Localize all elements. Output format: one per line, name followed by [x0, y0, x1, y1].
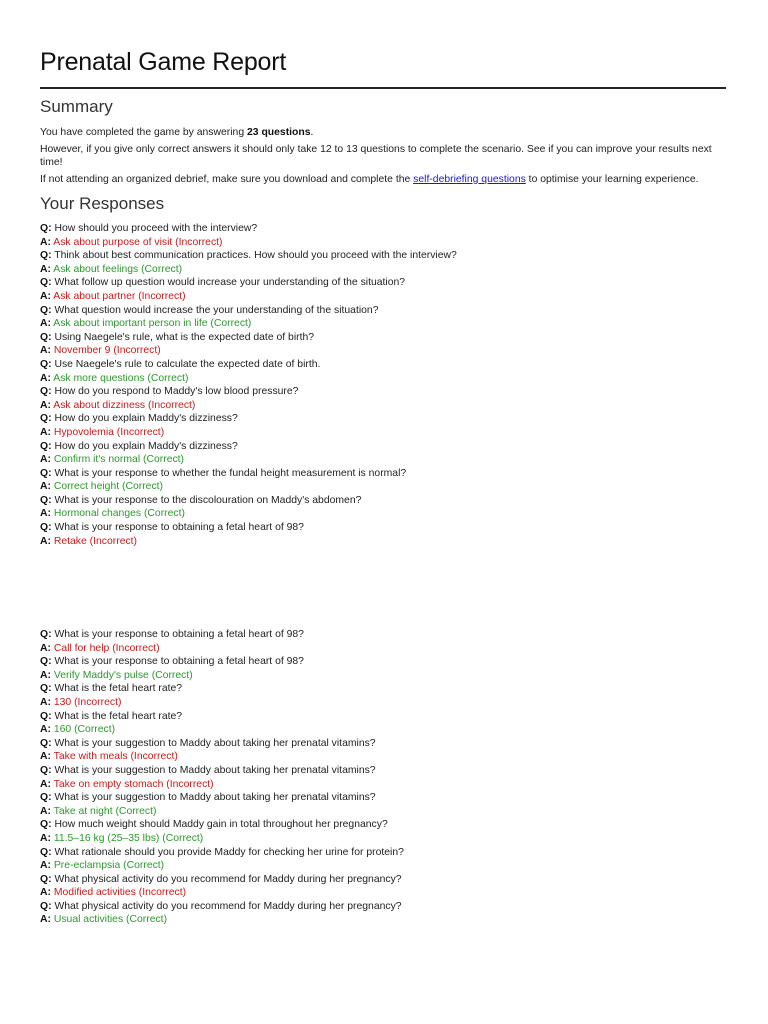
- a-prefix: A:: [40, 642, 51, 654]
- a-prefix: A:: [40, 481, 51, 493]
- q-prefix: Q:: [40, 467, 52, 479]
- a-prefix: A:: [40, 345, 51, 357]
- q-prefix: Q:: [40, 873, 52, 885]
- answer-correct: Ask more questions (Correct): [53, 372, 189, 384]
- q-prefix: Q:: [40, 494, 52, 506]
- question-line: [40, 440, 726, 454]
- a-prefix: A:: [40, 372, 51, 384]
- q-prefix: Q:: [40, 710, 52, 722]
- answer-correct: Verify Maddy's pulse (Correct): [53, 669, 193, 681]
- q-prefix: Q:: [40, 900, 52, 912]
- a-prefix: A:: [40, 508, 51, 520]
- answer-line: [40, 805, 726, 819]
- question-text: What is the fetal heart rate?: [54, 683, 183, 695]
- a-prefix: A:: [40, 399, 51, 411]
- question-text: What is your response to obtaining a fetal heart of 98?: [54, 656, 304, 668]
- q-prefix: Q:: [40, 277, 52, 289]
- answer-incorrect: Ask about dizziness (Incorrect): [53, 399, 196, 411]
- answer-incorrect: Ask about partner (Incorrect): [53, 290, 186, 302]
- question-line: [40, 655, 726, 669]
- answer-line: [40, 750, 726, 764]
- q-prefix: Q:: [40, 792, 52, 804]
- q-prefix: Q:: [40, 250, 52, 262]
- answer-line: [40, 832, 726, 846]
- self-debriefing-link[interactable]: self-debriefing questions: [413, 174, 526, 185]
- a-prefix: A:: [40, 860, 51, 872]
- question-line: [40, 791, 726, 805]
- a-prefix: A:: [40, 426, 51, 438]
- q-prefix: Q:: [40, 413, 52, 425]
- question-text: What rationale should you provide Maddy for checking her urine for protein?: [54, 846, 404, 858]
- answer-line: [40, 642, 726, 656]
- question-text: What is your suggestion to Maddy about taking her prenatal vitamins?: [54, 737, 376, 749]
- q-prefix: Q:: [40, 737, 52, 749]
- a-prefix: A:: [40, 669, 51, 681]
- question-line: [40, 737, 726, 751]
- answer-line: [40, 372, 726, 386]
- answer-incorrect: Modified activities (Incorrect): [53, 887, 187, 899]
- answer-incorrect: Retake (Incorrect): [53, 535, 138, 547]
- answer-line: [40, 669, 726, 683]
- question-line: [40, 358, 726, 372]
- answer-line: [40, 290, 726, 304]
- a-prefix: A:: [40, 914, 51, 926]
- summary-line-3: If not attending an organized debrief, make sure you download and complete the self-debriefing questions to optimise your learning experience.: [40, 174, 699, 185]
- question-line: [40, 900, 726, 914]
- responses-heading: Your Responses: [40, 194, 165, 213]
- answer-line: [40, 453, 726, 467]
- question-line: [40, 710, 726, 724]
- answer-incorrect: Take with meals (Incorrect): [53, 751, 178, 763]
- question-line: [40, 331, 726, 345]
- question-line: [40, 467, 726, 481]
- question-line: [40, 846, 726, 860]
- summary-line-2: However, if you give only correct answers it should only take 12 to 13 questions to complete the scenario. See if you can improve your results next time!: [40, 144, 712, 168]
- summary-line-1: You have completed the game by answering 23 questions.: [40, 127, 314, 138]
- q-prefix: Q:: [40, 331, 52, 343]
- q-prefix: Q:: [40, 846, 52, 858]
- answer-line: [40, 263, 726, 277]
- question-line: [40, 494, 726, 508]
- question-line: [40, 764, 726, 778]
- responses-list-1: [40, 222, 726, 548]
- answer-incorrect: 130 (Incorrect): [53, 696, 122, 708]
- a-prefix: A:: [40, 535, 51, 547]
- a-prefix: A:: [40, 263, 51, 275]
- answer-incorrect: November 9 (Incorrect): [53, 345, 161, 357]
- question-line: [40, 521, 726, 535]
- answer-line: [40, 886, 726, 900]
- question-text: Using Naegele's rule, what is the expected date of birth?: [54, 331, 315, 343]
- question-line: [40, 276, 726, 290]
- summary-section: [40, 126, 726, 190]
- summary-heading: Summary: [40, 97, 113, 116]
- answer-correct: Ask about important person in life (Correct): [53, 318, 252, 330]
- answer-line: [40, 507, 726, 521]
- answer-correct: Take at night (Correct): [53, 805, 157, 817]
- answer-incorrect: Take on empty stomach (Incorrect): [53, 778, 214, 790]
- question-text: How should you proceed with the interview?: [54, 223, 258, 234]
- answer-line: [40, 480, 726, 494]
- answer-line: [40, 696, 726, 710]
- question-text: Use Naegele's rule to calculate the expected date of birth.: [54, 358, 321, 370]
- question-text: What is your suggestion to Maddy about taking her prenatal vitamins?: [54, 792, 376, 804]
- question-text: How do you explain Maddy's dizziness?: [54, 413, 238, 425]
- q-prefix: Q:: [40, 819, 52, 831]
- q-prefix: Q:: [40, 440, 52, 452]
- answer-incorrect: Call for help (Incorrect): [53, 642, 160, 654]
- a-prefix: A:: [40, 724, 51, 736]
- title-divider: [40, 87, 726, 89]
- question-text: How do you respond to Maddy's low blood pressure?: [54, 386, 299, 398]
- question-line: [40, 628, 726, 642]
- question-text: What question would increase the your understanding of the situation?: [54, 304, 379, 316]
- q-prefix: Q:: [40, 522, 52, 534]
- answer-line: [40, 236, 726, 250]
- answer-correct: Correct height (Correct): [53, 481, 163, 493]
- question-line: [40, 412, 726, 426]
- answer-incorrect: Ask about purpose of visit (Incorrect): [53, 236, 223, 248]
- a-prefix: A:: [40, 832, 51, 844]
- q-prefix: Q:: [40, 223, 52, 234]
- a-prefix: A:: [40, 318, 51, 330]
- question-text: What is your suggestion to Maddy about taking her prenatal vitamins?: [54, 764, 376, 776]
- question-text: Think about best communication practices. How should you proceed with the interview?: [54, 250, 457, 262]
- question-line: [40, 682, 726, 696]
- q-prefix: Q:: [40, 683, 52, 695]
- a-prefix: A:: [40, 887, 51, 899]
- answer-incorrect: Hypovolemia (Incorrect): [53, 426, 165, 438]
- a-prefix: A:: [40, 290, 51, 302]
- answer-line: [40, 399, 726, 413]
- a-prefix: A:: [40, 236, 51, 248]
- answer-correct: 11.5–16 kg (25–35 lbs) (Correct): [53, 832, 204, 844]
- question-line: [40, 818, 726, 832]
- answer-line: [40, 344, 726, 358]
- q-prefix: Q:: [40, 764, 52, 776]
- q-prefix: Q:: [40, 304, 52, 316]
- answer-line: [40, 535, 726, 549]
- answer-line: [40, 778, 726, 792]
- answer-correct: Pre-eclampsia (Correct): [53, 860, 165, 872]
- question-text: What is the fetal heart rate?: [54, 710, 183, 722]
- answer-line: [40, 426, 726, 440]
- q-prefix: Q:: [40, 656, 52, 668]
- responses-list-2: [40, 628, 726, 927]
- answer-correct: Ask about feelings (Correct): [53, 263, 183, 275]
- question-text: What is your response to the discolouration on Maddy's abdomen?: [54, 494, 362, 506]
- a-prefix: A:: [40, 805, 51, 817]
- q-prefix: Q:: [40, 358, 52, 370]
- question-text: What physical activity do you recommend for Maddy during her pregnancy?: [54, 900, 402, 912]
- question-text: What is your response to whether the fundal height measurement is normal?: [54, 467, 407, 479]
- question-text: What is your response to obtaining a fetal heart of 98?: [54, 629, 304, 640]
- page-title: Prenatal Game Report: [40, 48, 287, 76]
- question-line: [40, 385, 726, 399]
- question-text: How do you explain Maddy's dizziness?: [54, 440, 238, 452]
- q-prefix: Q:: [40, 386, 52, 398]
- a-prefix: A:: [40, 696, 51, 708]
- question-line: [40, 304, 726, 318]
- question-text: What follow up question would increase your understanding of the situation?: [54, 277, 406, 289]
- question-text: How much weight should Maddy gain in total throughout her pregnancy?: [54, 819, 388, 831]
- question-text: What is your response to obtaining a fetal heart of 98?: [54, 522, 304, 534]
- question-line: [40, 873, 726, 887]
- q-prefix: Q:: [40, 629, 52, 640]
- a-prefix: A:: [40, 778, 51, 790]
- answer-correct: Hormonal changes (Correct): [53, 508, 185, 520]
- question-count: 23 questions: [247, 127, 311, 138]
- question-line: [40, 249, 726, 263]
- a-prefix: A:: [40, 751, 51, 763]
- question-line: [40, 222, 726, 236]
- answer-correct: Confirm it's normal (Correct): [53, 454, 185, 466]
- answer-line: [40, 723, 726, 737]
- a-prefix: A:: [40, 454, 51, 466]
- answer-correct: Usual activities (Correct): [53, 914, 168, 926]
- answer-correct: 160 (Correct): [53, 724, 116, 736]
- question-text: What physical activity do you recommend for Maddy during her pregnancy?: [54, 873, 402, 885]
- answer-line: [40, 859, 726, 873]
- answer-line: [40, 317, 726, 331]
- answer-line: [40, 913, 726, 927]
